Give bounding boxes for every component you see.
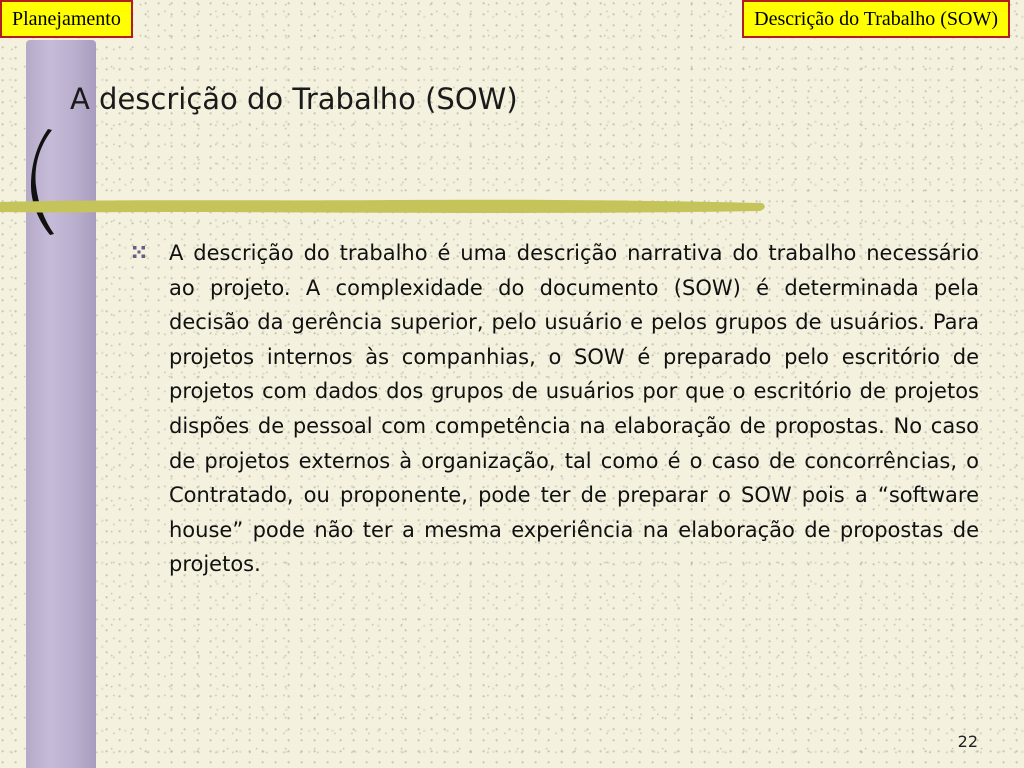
slide-body-text: A descrição do trabalho é uma descrição narrativa do trabalho necessário ao projeto. A complexidade do documento (SOW) é determinada pela decisão da gerência superior, pelo usuário e pelos grupos de usuários. Para projetos internos às companhias, o SOW é preparado pelo escritório de projetos com dados dos grupos de usuários por que o escritório de projetos dispões de pessoal com competência na elaboração de propostas. No caso de projetos externos à organização, tal como é o caso de concorrências, o Contratado, ou proponente, pode ter de preparar o SOW pois a “software house” pode não ter a mesma experiência na elaboração de propostas de projetos. — [169, 241, 979, 577]
bullet-icon — [131, 244, 147, 260]
slide-title: A descrição do Trabalho (SOW) — [70, 82, 518, 116]
section-tag-planejamento: Planejamento — [0, 0, 133, 38]
bracket-ornament-icon — [30, 128, 60, 238]
section-tag-sow: Descrição do Trabalho (SOW) — [742, 0, 1010, 38]
page-number: 22 — [957, 732, 978, 751]
green-divider-bar — [0, 197, 768, 217]
